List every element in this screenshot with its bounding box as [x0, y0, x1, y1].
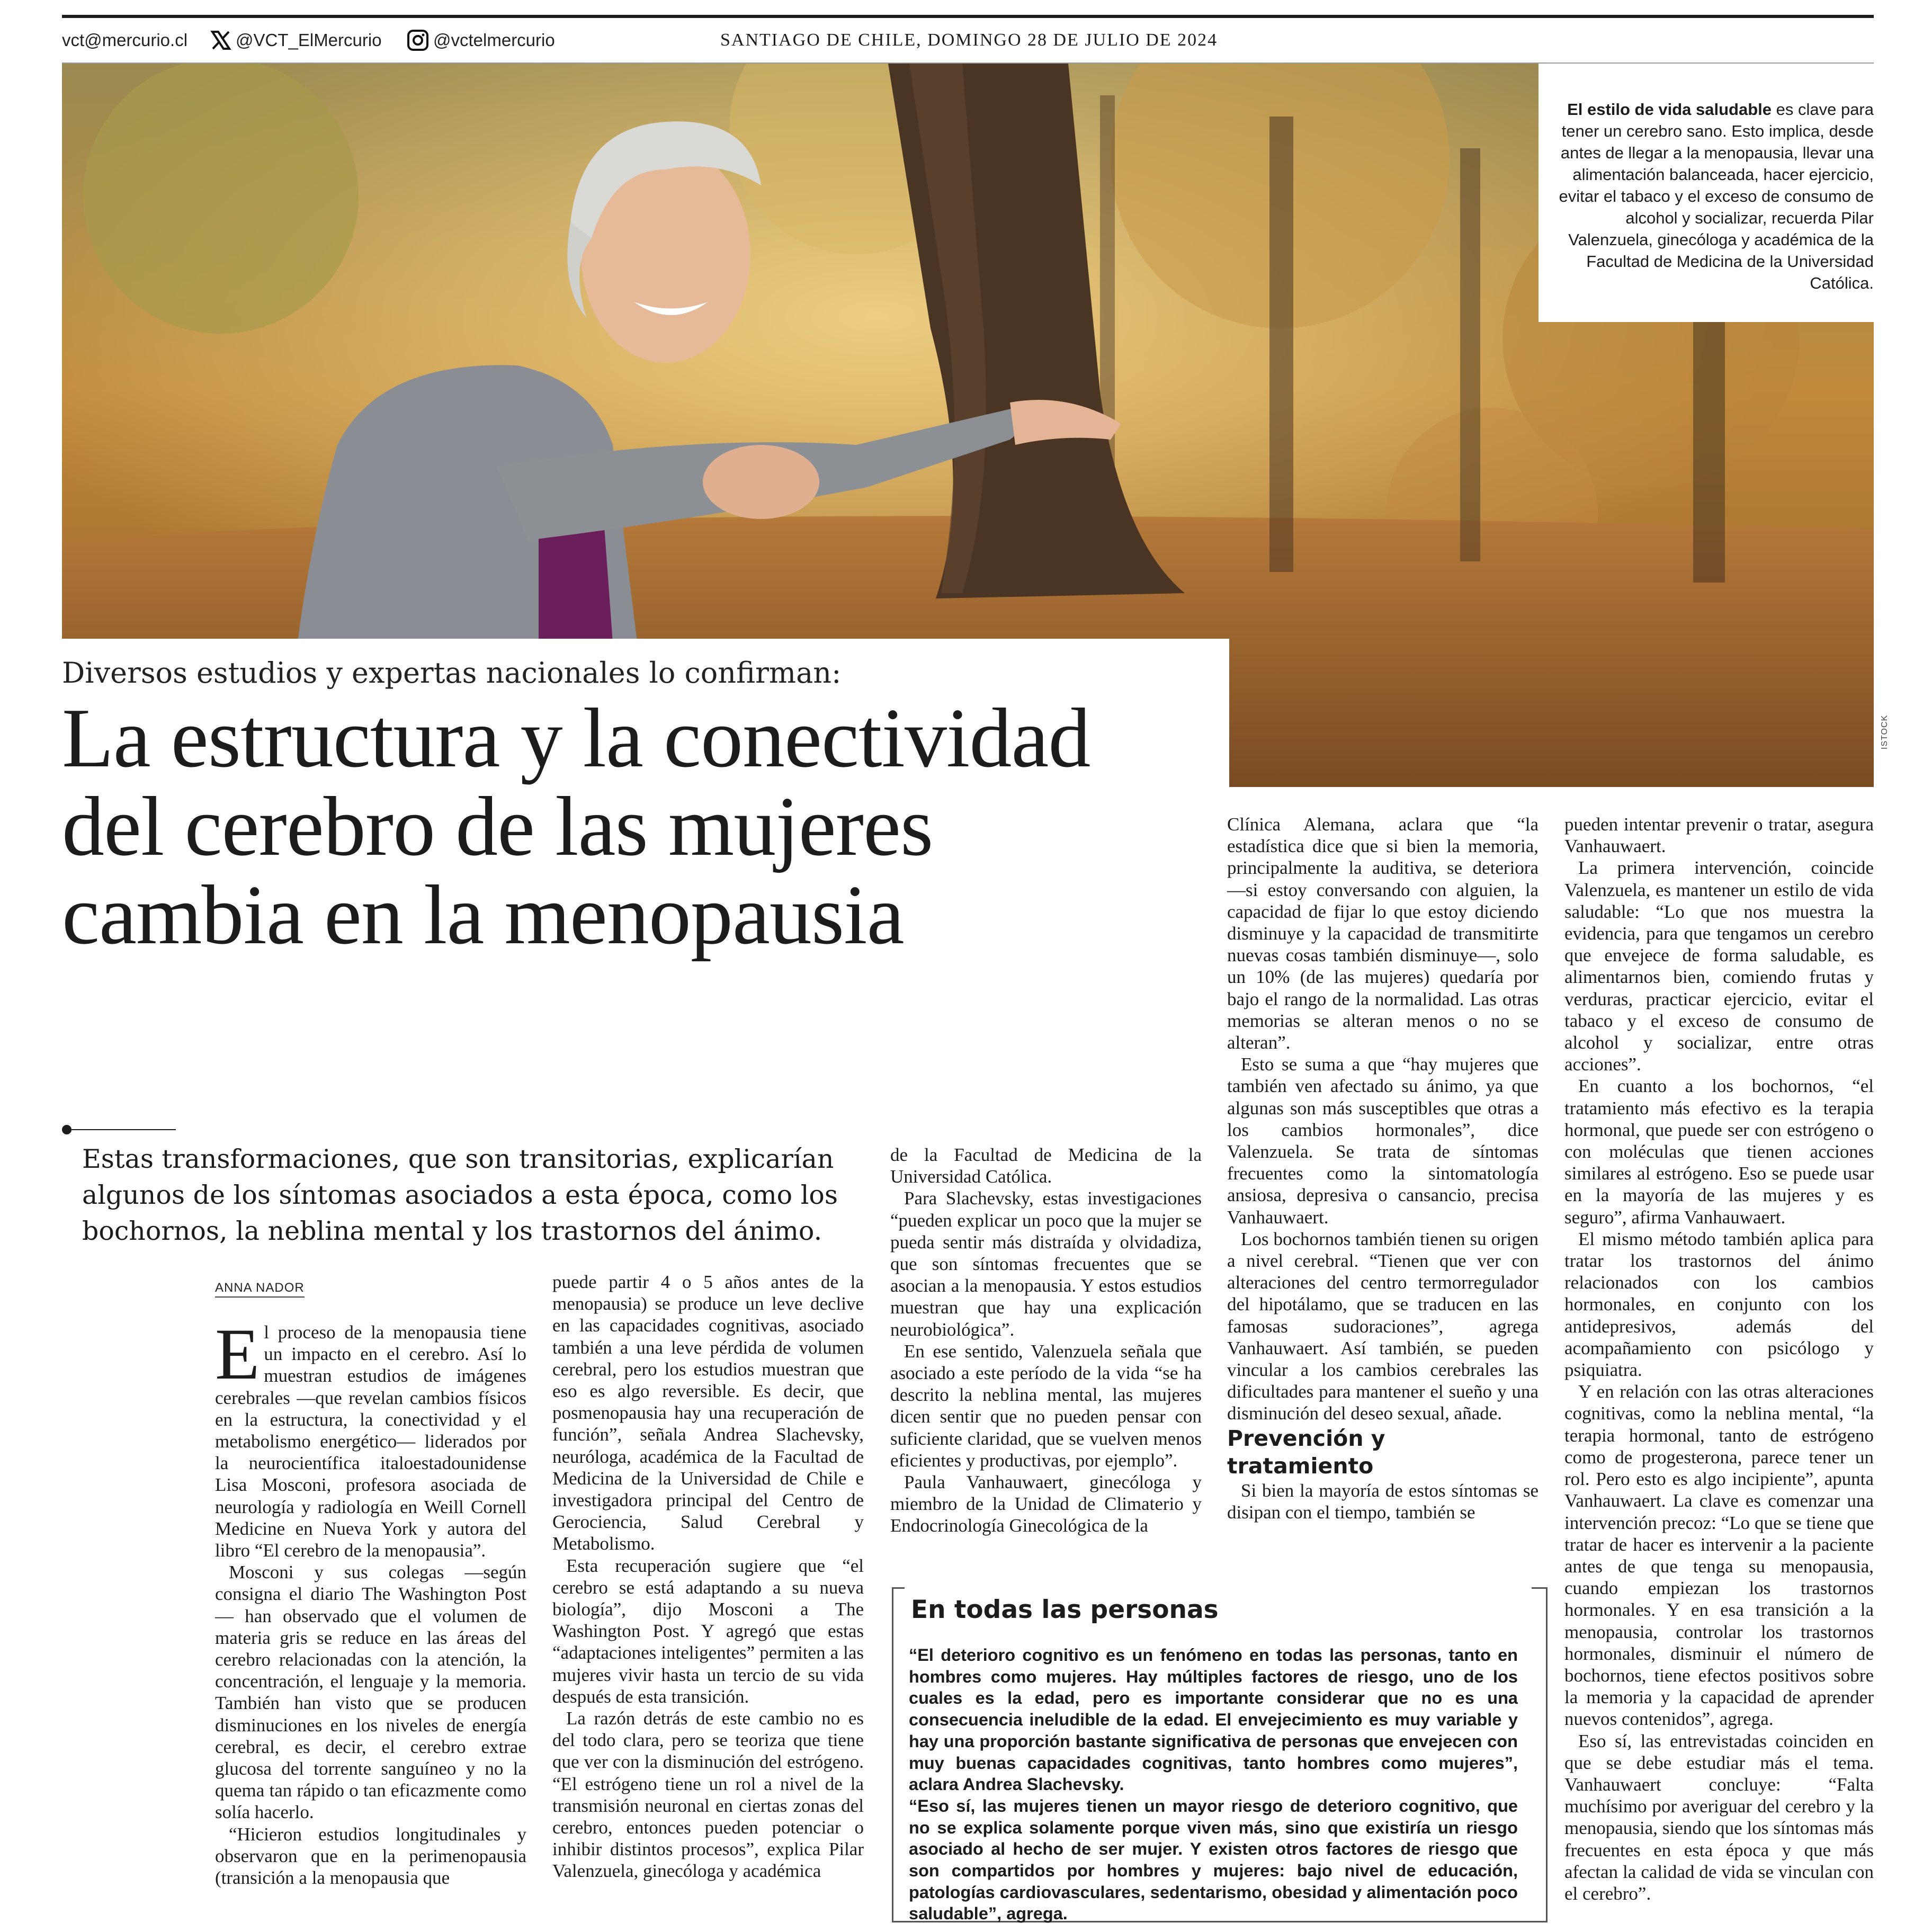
header-twitter[interactable]: [210, 28, 382, 53]
paragraph-text: l proceso de la menopausia tiene un impacto en el cerebro. Así lo muestran estudios de imágenes cerebrales —que revelan cambios físicos en la estructura, la conectividad y el metabolismo energético— liderados por la neurocientífica italoestadounidense Lisa Mosconi, profesora asociada de neurología y radiología en Weill Cornell Medicine en Nueva York y autora del libro “El cerebro de la menopausia”.: [215, 1322, 526, 1561]
deck-rule: [71, 1129, 176, 1130]
photo-caption: [1539, 99, 1874, 294]
photo-credit: ISTOCK: [1880, 714, 1889, 749]
section-subhead: Prevención y tratamiento: [1227, 1425, 1385, 1479]
paragraph: “Hicieron estudios longitudinales y observaron que en la perimenopausia (transición a la menopausia que: [215, 1823, 526, 1889]
paragraph: Esto se suma a que “hay mujeres que también ven afectado su ánimo, ya que algunas son más susceptibles que otras a los cambios hormonales”, dice Valenzuela. Se trata de síntomas frecuentes como la sintomatología ansiosa, depresiva o cansancio, precisa Vanhauwaert.: [1227, 1054, 1539, 1228]
paragraph: Si bien la mayoría de estos síntomas se disipan con el tiempo, también se: [1227, 1480, 1539, 1523]
paragraph: La primera intervención, coincide Valenzuela, es mantener un estilo de vida saludable: “Lo que nos muestra la evidencia, para que tengamos un cerebro que envejece de forma saludable, es alimentarnos bien, comiendo frutas y verduras, practicar ejercicio, evitar el tabaco y el exceso de consumo de alcohol y socializar, entre otras acciones”.: [1564, 857, 1874, 1075]
paragraph: En ese sentido, Valenzuela señala que asociado a este período de la vida “se ha descrito la neblina mental, las mujeres dicen sentir que no pueden pensar con suficiente claridad, que se vuelven menos eficientes y productivas, por ejemplo”.: [890, 1340, 1202, 1471]
paragraph: de la Facultad de Medicina de la Universidad Católica.: [890, 1144, 1202, 1187]
article-column-4: [1227, 813, 1539, 1523]
article-column-1: [215, 1313, 526, 1889]
x-logo-icon: [210, 30, 231, 51]
kicker: Diversos estudios y expertas nacionales lo confirman:: [62, 656, 842, 690]
sidebar-title: En todas las personas: [911, 1595, 1219, 1624]
bullet-dot: [62, 1125, 71, 1134]
article-column-5: [1564, 813, 1874, 1904]
byline: ANNA NADOR: [215, 1281, 305, 1298]
paragraph: pueden intentar prevenir o tratar, asegura Vanhauwaert.: [1564, 814, 1874, 857]
drop-cap: E: [215, 1313, 260, 1394]
sidebar-box-corner: [1532, 1587, 1546, 1589]
sidebar-paragraph: “El deterioro cognitivo es un fenómeno en todas las personas, tanto en hombres como mujeres. Hay múltiples factores de riesgo, uno de los cuales es la edad, pero es importante considerar que no es una consecuencia ineludible de la edad. El envejecimiento es muy variable y hay una proporción bastante significativa de personas que envejecen con muy buenas capacidades cognitivas, tanto hombres como mujeres”, aclara Andrea Slachevsky.: [909, 1645, 1518, 1794]
paragraph: La razón detrás de este cambio no es del todo clara, pero se teoriza que tiene que ver con la disminución del estrógeno. “El estrógeno tiene un rol a nivel de la transmisión neuronal en ciertas zonas del cerebro, entonces pueden potenciar o inhibir distintos procesos”, explica Pilar Valenzuela, ginecóloga y académica: [552, 1708, 864, 1882]
sidebar-box-corner: [892, 1587, 905, 1589]
paragraph: Y en relación con las otras alteraciones cognitivas, como la neblina mental, “la terapia hormonal, tanto de estrógeno como de progesterona, parece tener un rol. Pero esto es algo incipiente”, apunta Vanhauwaert. La clave es comenzar una intervención precoz: “Lo que se tiene que tratar de hacer es intervenir a la paciente antes de que tenga su menopausia, cuando empiezan los trastornos hormonales. Y en esa transición a la menopausia, controlar los trastornos hormonales, disminuir el número de bochornos, tiene efectos positivos sobre la memoria y la capacidad de aprender nuevos contenidos”, agrega.: [1564, 1381, 1874, 1730]
header-twitter-handle[interactable]: @VCT_ElMercurio: [236, 30, 382, 50]
deck: Estas transformaciones, que son transitorias, explicarían algunos de los síntomas asociados a esta época, como los bochornos, la neblina mental y los trastornos del ánimo.: [82, 1144, 838, 1246]
paragraph: Paula Vanhauwaert, ginecóloga y miembro de la Unidad de Climaterio y Endocrinología Ginecológica de la: [890, 1472, 1202, 1536]
paragraph: Para Slachevsky, estas investigaciones “pueden explicar un poco que la mujer se pueda sentir más distraída y olvidadiza, que son síntomas frecuentes que se asocian a la menopausia. Y estos estudios muestran que hay una explicación neurobiológica”.: [890, 1188, 1202, 1340]
paragraph: Esta recuperación sugiere que “el cerebro se está adaptando a su nueva biología”, dijo Mosconi a The Washington Post. Y agregó que estas “adaptaciones inteligentes” permiten a las mujeres vivir hasta un tercio de su vida después de esta transición.: [552, 1555, 864, 1707]
paragraph: Los bochornos también tienen su origen a nivel cerebral. “Tienen que ver con alteraciones del centro termorregulador del hipotálamo, que se traducen en las famosas sudoraciones”, agrega Vanhauwaert. Así también, se pueden vincular a los cambios cerebrales las dificultades para mantener el sueño y una disminución del deseo sexual, añade.: [1227, 1228, 1539, 1424]
photo-caption-text: es clave para tener un cerebro sano. Esto implica, desde antes de llegar a la menopausia, llevar una alimentación balanceada, hacer ejercicio, evitar el tabaco y el exceso de consumo de alcohol y socializar, recuerda Pilar Valenzuela, ginecóloga y académica de la Facultad de Medicina de la Universidad Católica.: [1559, 100, 1874, 292]
paragraph: [215, 1313, 526, 1561]
paragraph: Mosconi y sus colegas —según consigna el diario The Washington Post— han observado que el volumen de materia gris se reduce en las áreas del cerebro relacionadas con la atención, la concentración, el lenguaje y la memoria. También han visto que se producen disminuciones en los niveles de energía cerebral, es decir, el cerebro extrae glucosa del torrente sanguíneo y no la quema tan rápido o tan eficazmente como solía hacerlo.: [215, 1562, 526, 1823]
masthead-rule: [62, 15, 1874, 18]
paragraph: En cuanto a los bochornos, “el tratamiento más efectivo es la terapia hormonal, que puede ser con estrógeno o con moléculas que tienen acciones similares al estrógeno. Eso se puede usar en la mayoría de las mujeres y es seguro”, afirma Vanhauwaert.: [1564, 1076, 1874, 1228]
photo-caption-bold: El estilo de vida saludable: [1567, 100, 1772, 119]
paragraph: Clínica Alemana, aclara que “la estadística dice que si bien la memoria, principalmente la auditiva, se deteriora —si estoy conversando con alguien, la capacidad de fijar lo que estoy diciendo disminuye y la capacidad de transmitirte nuevas cosas también disminuye—, solo un 10% (de las mujeres) quedaría por bajo el rango de la normalidad. Las otras memorias se alteran menos o no se alteran”.: [1227, 814, 1539, 1053]
headline: La estructura y la conectividad del cerebro de las mujeres cambia en la menopausia: [62, 691, 1090, 962]
dateline: SANTIAGO DE CHILE, DOMINGO 28 DE JULIO DE 2024: [720, 30, 1218, 50]
paragraph: Eso sí, las entrevistadas coinciden en que se debe estudiar más el tema. Vanhauwaert concluye: “Falta muchísimo por averiguar del cerebro y la menopausia, siendo que los síntomas más frecuentes en esta época y que más afectan la calidad de vida se vinculan con el cerebro”.: [1564, 1730, 1874, 1904]
header-email-text[interactable]: vct@mercurio.cl: [62, 30, 188, 50]
article-column-2: [552, 1271, 864, 1882]
sidebar-paragraph: “Eso sí, las mujeres tienen un mayor riesgo de deterioro cognitivo, que no se explica solamente porque viven más, sino que existiría un riesgo asociado al hecho de ser mujer. Y existen otros factores de riesgo que son compartidos por hombres y mujeres: bajo nivel de educación, patologías cardiovasculares, sedentarismo, obesidad y alimentación poco saludable”, agrega.: [909, 1796, 1518, 1924]
header-instagram[interactable]: [407, 28, 555, 53]
header-email[interactable]: [62, 28, 187, 53]
header-instagram-handle[interactable]: @vctelmercurio: [433, 30, 555, 50]
article-column-3: [890, 1144, 1202, 1537]
paragraph: puede partir 4 o 5 años antes de la menopausia) se produce un leve declive en las capacidades cognitivas, asociado también a una leve pérdida de volumen cerebral, pero los estudios muestran que eso es algo reversible. Es decir, que posmenopausia hay una recuperación de función”, señala Andrea Slachevsky, neuróloga, académica de la Facultad de Medicina de la Universidad de Chile e investigadora principal del Centro de Gerociencia, Salud Cerebral y Metabolismo.: [552, 1272, 864, 1554]
paragraph: El mismo método también aplica para tratar los trastornos del ánimo relacionados con los cambios hormonales, en conjunto con los antidepresivos, además del acompañamiento con psicólogo y psiquiatra.: [1564, 1228, 1874, 1381]
instagram-icon: [407, 29, 429, 51]
sidebar-text: [909, 1644, 1518, 1925]
